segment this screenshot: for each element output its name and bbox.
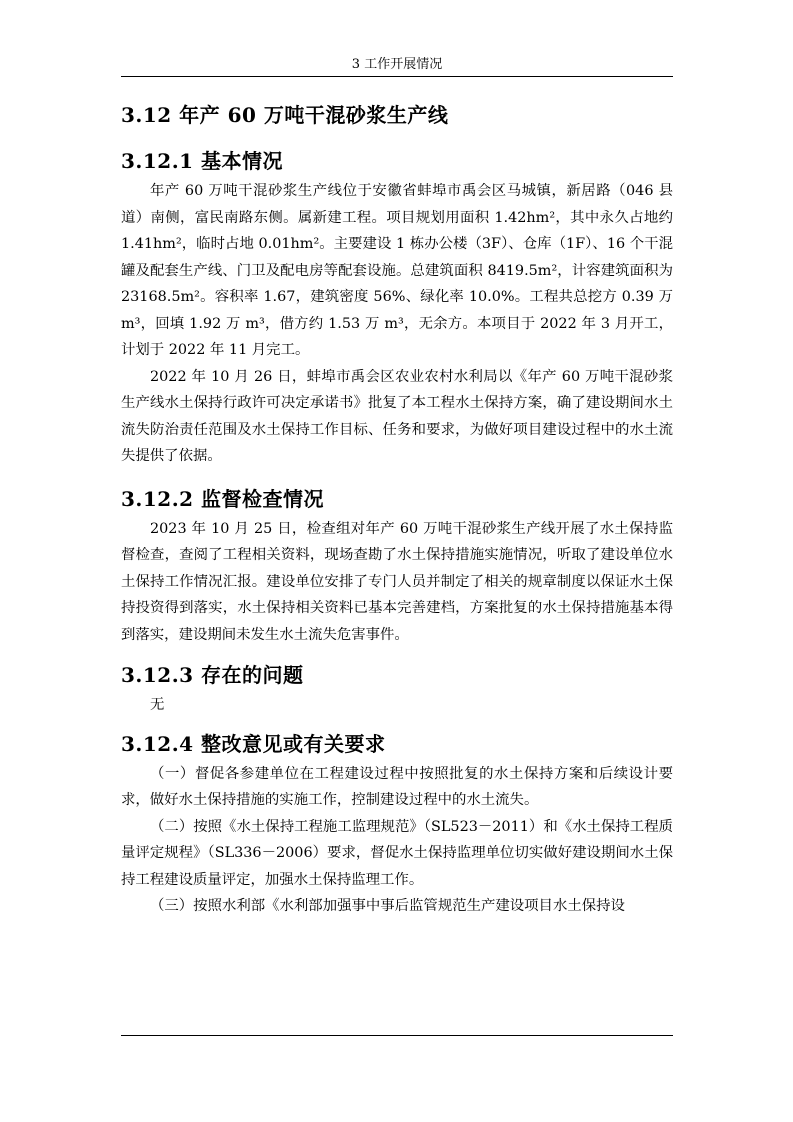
subsection-title: 3.12.2 监督检查情况 — [121, 486, 325, 511]
subsection-title: 3.12.1 基本情况 — [121, 149, 284, 173]
paragraph: 年产 60 万吨干混砂浆生产线位于安徽省蚌埠市禹会区马城镇，新居路（046 县道）南侧，富民南路东侧。属新建工程。项目规划用面积 1.42hm²，其中永久占地约 1.41hm²，临时占地 0.01hm²。主要建设 1 栋办公楼（3F）、仓库（1F）、16 个干混罐及配套生产线、门卫及配电房等配套设施。总建筑面积 8419.5m²，计容建筑面积为 23168.5m²。容积率 1.67，建筑密度 56%、绿化率 10.0%。工程共总挖方 0.39 万 m³，回填 1.92 万 m³，借方约 1.53 万 m³，无余方。本项目于 2022 年 3 月开工，计划于 2022 年 11 月完工。 — [121, 183, 673, 358]
paragraph: 2022 年 10 月 26 日，蚌埠市禹会区农业农村水利局以《年产 60 万吨干混砂浆生产线水土保持行政许可决定承诺书》批复了本工程水土保持方案，确了建设期间水土流失防治责任范围及水土保持工作目标、任务和要求，为做好项目建设过程中的水土流失提供了依据。 — [121, 368, 673, 464]
header-divider — [121, 76, 673, 77]
subsection-title: 3.12.3 存在的问题 — [121, 663, 304, 687]
subsection-rectification — [121, 727, 673, 920]
subsection-inspection — [121, 482, 673, 649]
section-title: 3.12 年产 60 万吨干混砂浆生产线 — [121, 103, 449, 127]
paragraph: 无 — [150, 697, 165, 713]
subsection-issues — [121, 658, 673, 719]
paragraph: 2023 年 10 月 25 日，检查组对年产 60 万吨干混砂浆生产线开展了水土保持监督检查，查阅了工程相关资料，现场查勘了水土保持措施实施情况，听取了建设单位水土保持工作情况汇报。建设单位安排了专门人员并制定了相关的规章制度以保证水土保持投资得到落实，水土保持相关资料已基本完善建档，方案批复的水土保持措施基本得到落实，建设期间未发生水土流失危害事件。 — [121, 520, 673, 643]
paragraph: （一）督促各参建单位在工程建设过程中按照批复的水土保持方案和后续设计要求，做好水土保持措施的实施工作，控制建设过程中的水土流失。 — [121, 765, 673, 808]
subsection-title: 3.12.4 整改意见或有关要求 — [121, 731, 386, 756]
document-body — [121, 98, 673, 920]
page-header: 3 工作开展情况 — [351, 57, 443, 72]
paragraph: （三）按照水利部《水利部加强事中事后监管规范生产建设项目水土保持设 — [150, 898, 625, 914]
paragraph: （二）按照《水土保持工程施工监理规范》（SL523－2011）和《水土保持工程质量评定规程》（SL336－2006）要求，督促水土保持监理单位切实做好建设期间水土保持工程建设质量评定，加强水土保持监理工作。 — [121, 818, 673, 888]
subsection-basic-info — [121, 144, 673, 470]
footer-divider — [121, 1035, 673, 1036]
